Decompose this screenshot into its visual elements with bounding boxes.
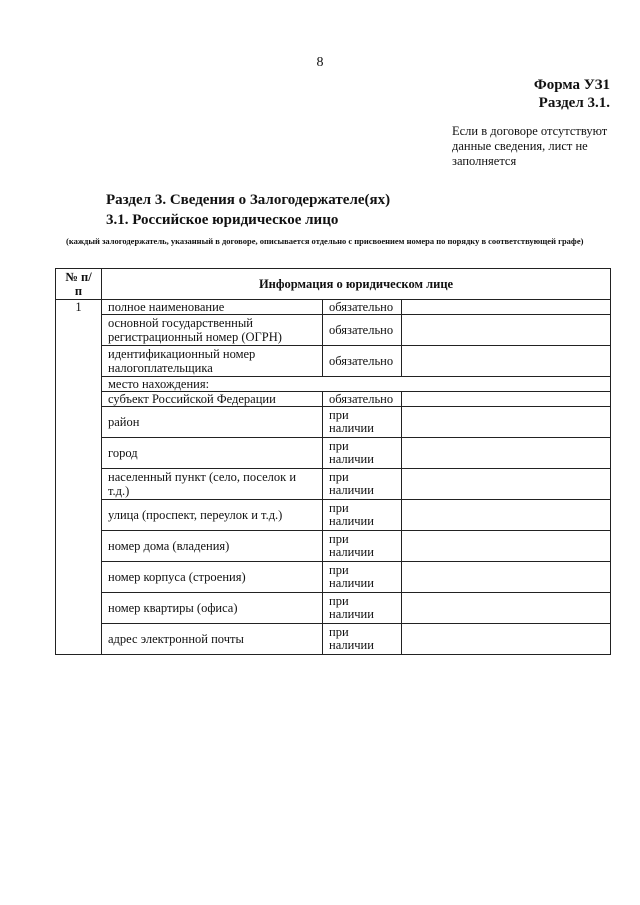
table-row xyxy=(56,407,611,438)
field-label: номер дома (владения) xyxy=(102,531,323,562)
value-cell[interactable] xyxy=(402,300,611,315)
requirement-label: обязательно xyxy=(323,300,402,315)
field-label: основной государственный регистрационный номер (ОГРН) xyxy=(102,315,323,346)
table-row xyxy=(56,377,611,392)
requirement-label: обязательно xyxy=(323,315,402,346)
field-label: город xyxy=(102,438,323,469)
form-name: Форма УЗ1 xyxy=(533,77,610,93)
field-label: идентификационный номер налогоплательщика xyxy=(102,346,323,377)
page-number: 8 xyxy=(316,55,324,70)
field-label: полное наименование xyxy=(102,300,323,315)
table-row xyxy=(56,593,611,624)
value-cell[interactable] xyxy=(402,562,611,593)
table-row xyxy=(56,500,611,531)
table-row xyxy=(56,469,611,500)
requirement-label: при наличии xyxy=(323,500,402,531)
table-row xyxy=(56,562,611,593)
field-label: место нахождения: xyxy=(102,377,611,392)
requirement-label: при наличии xyxy=(323,593,402,624)
value-cell[interactable] xyxy=(402,407,611,438)
value-cell[interactable] xyxy=(402,624,611,655)
header-info: Информация о юридическом лице xyxy=(102,269,611,300)
value-cell[interactable] xyxy=(402,315,611,346)
requirement-label: при наличии xyxy=(323,407,402,438)
table-body xyxy=(56,300,611,655)
table-row xyxy=(56,392,611,407)
requirement-label: при наличии xyxy=(323,438,402,469)
instruction-text: (каждый залогодержатель, указанный в договоре, описывается отдельно с присвоением номера по порядку в соответствующей графе) xyxy=(66,236,584,246)
table-header-row xyxy=(56,269,611,300)
header-number: № п/п xyxy=(56,269,102,300)
table-row xyxy=(56,531,611,562)
table-row xyxy=(56,624,611,655)
value-cell[interactable] xyxy=(402,392,611,407)
value-cell[interactable] xyxy=(402,469,611,500)
note-text: Если в договоре отсутствуют данные сведения, лист не заполняется xyxy=(452,124,608,168)
requirement-label: при наличии xyxy=(323,624,402,655)
field-label: номер корпуса (строения) xyxy=(102,562,323,593)
table-row xyxy=(56,346,611,377)
legal-entity-table xyxy=(55,268,611,655)
subsection-heading: 3.1. Российское юридическое лицо xyxy=(106,212,339,228)
table-row xyxy=(56,438,611,469)
requirement-label: обязательно xyxy=(323,346,402,377)
requirement-label: при наличии xyxy=(323,469,402,500)
section-code: Раздел 3.1. xyxy=(538,95,610,111)
field-label: населенный пункт (село, поселок и т.д.) xyxy=(102,469,323,500)
row-number: 1 xyxy=(56,300,102,655)
field-label: улица (проспект, переулок и т.д.) xyxy=(102,500,323,531)
field-label: субъект Российской Федерации xyxy=(102,392,323,407)
value-cell[interactable] xyxy=(402,593,611,624)
value-cell[interactable] xyxy=(402,500,611,531)
field-label: адрес электронной почты xyxy=(102,624,323,655)
table-row xyxy=(56,315,611,346)
field-label: район xyxy=(102,407,323,438)
requirement-label: при наличии xyxy=(323,562,402,593)
value-cell[interactable] xyxy=(402,531,611,562)
requirement-label: обязательно xyxy=(323,392,402,407)
field-label: номер квартиры (офиса) xyxy=(102,593,323,624)
requirement-label: при наличии xyxy=(323,531,402,562)
section-heading: Раздел 3. Сведения о Залогодержателе(ях) xyxy=(106,192,391,208)
table-row xyxy=(56,300,611,315)
value-cell[interactable] xyxy=(402,346,611,377)
value-cell[interactable] xyxy=(402,438,611,469)
